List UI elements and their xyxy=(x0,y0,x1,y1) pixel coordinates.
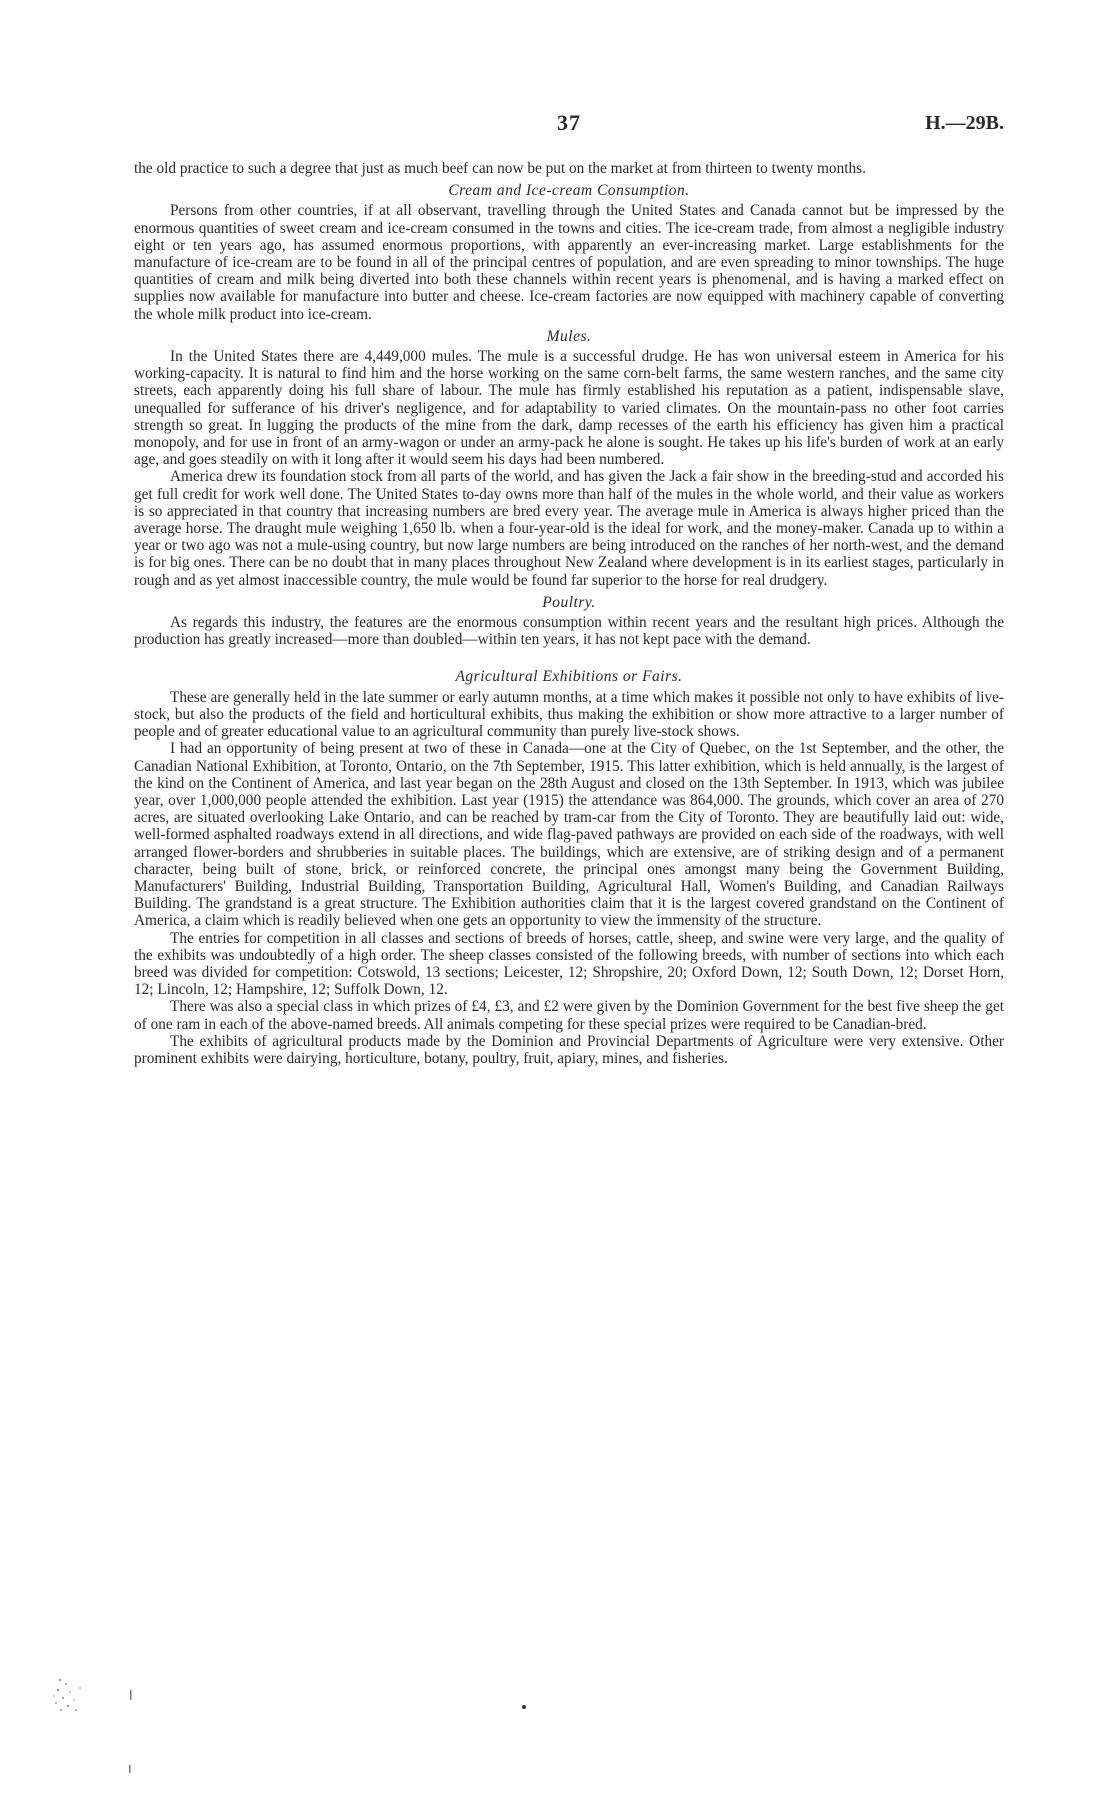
paragraph: In the United States there are 4,449,000 mules. The mule is a successful drudge. He has won universal esteem in America for his working-capacity. It is natural to find him and the horse working on the same corn-belt farms, the same western ranches, and the same city streets, each apparently doing his full share of labour. The mule has firmly established his reputation as a patient, indispensable slave, unequalled for sufferance of his driver's negligence, and for adaptability to varied climates. On the mountain-pass no other foot carries strength so great. In lugging the products of the mine from the dark, damp recesses of the earth his efficiency has given him a practical monopoly, and for use in front of an army-wagon or under an army-pack he alone is sought. He takes up his life's burden of work at an early age, and goes steadily on with it long after it would seem his days had been numbered. xyxy=(134,348,1004,469)
document-page xyxy=(134,0,1004,1067)
paragraph: These are generally held in the late summer or early autumn months, at a time which makes it possible not only to have exhibits of live-stock, but also the products of the field and horticultural exhibits, thus making the exhibition or show more attractive to a larger number of people and of greater educational value to an agricultural community than purely live-stock shows. xyxy=(134,688,1004,741)
section-title-exhibitions: Agricultural Exhibitions or Fairs. xyxy=(455,668,683,686)
page-number: 37 xyxy=(557,110,581,135)
paragraph: There was also a special class in which prizes of £4, £3, and £2 were given by the Dominion Government for the best five sheep the get of one ram in each of the above-named breeds. All animals competing for these special prizes were required to be Canadian-bred. xyxy=(134,998,1004,1033)
body-text xyxy=(134,160,1004,1067)
paragraph: The exhibits of agricultural products made by the Dominion and Provincial Departments of Agriculture were very extensive. Other prominent exhibits were dairying, horticulture, botany, poultry, fruit, apiary, mines, and fisheries. xyxy=(134,1032,1004,1067)
section-title-poultry: Poultry. xyxy=(542,593,596,611)
paragraph: Persons from other countries, if at all observant, travelling through the United States and Canada cannot but be impressed by the enormous quantities of sweet cream and ice-cream consumed in the towns and cities. The ice-cream trade, from almost a negligible industry eight or ten years ago, has assumed enormous proportions, with apparently an ever-increasing market. Large establishments for the manufacture of ice-cream are to be found in all of the principal centres of population, and are even spreading to minor townships. The huge quantities of cream and milk being diverted into both these channels within recent years is phenomenal, and is having a marked effect on supplies now available for manufacture into butter and cheese. Ice-cream factories are now equipped with machinery capable of converting the whole milk product into ice-cream. xyxy=(134,202,1004,323)
paragraph: America drew its foundation stock from all parts of the world, and has given the Jack a fair show in the breeding-stud and accorded his get full credit for work well done. The United States to-day owns more than half of the mules in the whole world, and their value as workers is so appreciated in that country that increasing numbers are bred every year. The average mule in America is always higher priced than the average horse. The draught mule weighing 1,650 lb. when a four-year-old is the ideal for work, and the money-maker. Canada up to within a year or two ago was not a mule-using country, but now large numbers are being introduced on the ranches of her north-west, and the demand is for big ones. There can be no doubt that in many places throughout New Zealand where development is in its earliest stages, particularly in rough and as yet almost inaccessible country, the mule would be found far superior to the horse for real drudgery. xyxy=(134,468,1004,589)
paragraph: I had an opportunity of being present at two of these in Canada—one at the City of Quebec, on the 1st September, and the other, the Canadian National Exhibition, at Toronto, Ontario, on the 7th September, 1915. This latter exhibition, which is held annually, is the largest of the kind on the Continent of America, and last year began on the 28th August and closed on the 13th September. In 1913, which was jubilee year, over 1,000,000 people attended the exhibition. Last year (1915) the attendance was 864,000. The grounds, which cover an area of 270 acres, are situated overlooking Lake Ontario, and can be reached by tram-car from the City of Toronto. They are beautifully laid out: wide, well-formed asphalted roadways extend in all directions, and wide flag-paved pathways are provided on each side of the roadways, with well arranged flower-borders and shrubberies in suitable places. The buildings, which are extensive, are of striking design and of a permanent character, being built of stone, brick, or reinforced concrete, the principal ones amongst many being the Government Building, Manufacturers' Building, Industrial Building, Transportation Building, Agricultural Hall, Women's Building, and Canadian Railways Building. The grandstand is a great structure. The Exhibition authorities claim that it is the largest covered grandstand on the Continent of America, a claim which is readily believed when one gets an opportunity to view the immensity of the structure. xyxy=(134,740,1004,930)
intro-paragraph: the old practice to such a degree that just as much beef can now be put on the market at from thirteen to twenty months. xyxy=(134,160,866,177)
paragraph: As regards this industry, the features are the enormous consumption within recent years and the resultant high prices. Although the production has greatly increased—more than doubled—within ten years, it has not kept pace with the demand. xyxy=(134,614,1004,649)
paragraph: The entries for competition in all classes and sections of breeds of horses, cattle, sheep, and swine were very large, and the quality of the exhibits was undoubtedly of a high order. The sheep classes consisted of the following breeds, with number of sections into which each breed was divided for competition: Cotswold, 13 sections; Leicester, 12; Shropshire, 20; Oxford Down, 12; South Down, 12; Dorset Horn, 12; Lincoln, 12; Hampshire, 12; Suffolk Down, 12. xyxy=(134,929,1004,999)
document-reference: H.—29B. xyxy=(925,112,1004,134)
scan-noise-marks xyxy=(50,1670,140,1790)
stray-dot-mark xyxy=(522,1705,526,1709)
section-title-mules: Mules. xyxy=(546,327,592,345)
section-title-cream: Cream and Ice-cream Consumption. xyxy=(448,182,690,200)
page-header xyxy=(134,0,1004,160)
